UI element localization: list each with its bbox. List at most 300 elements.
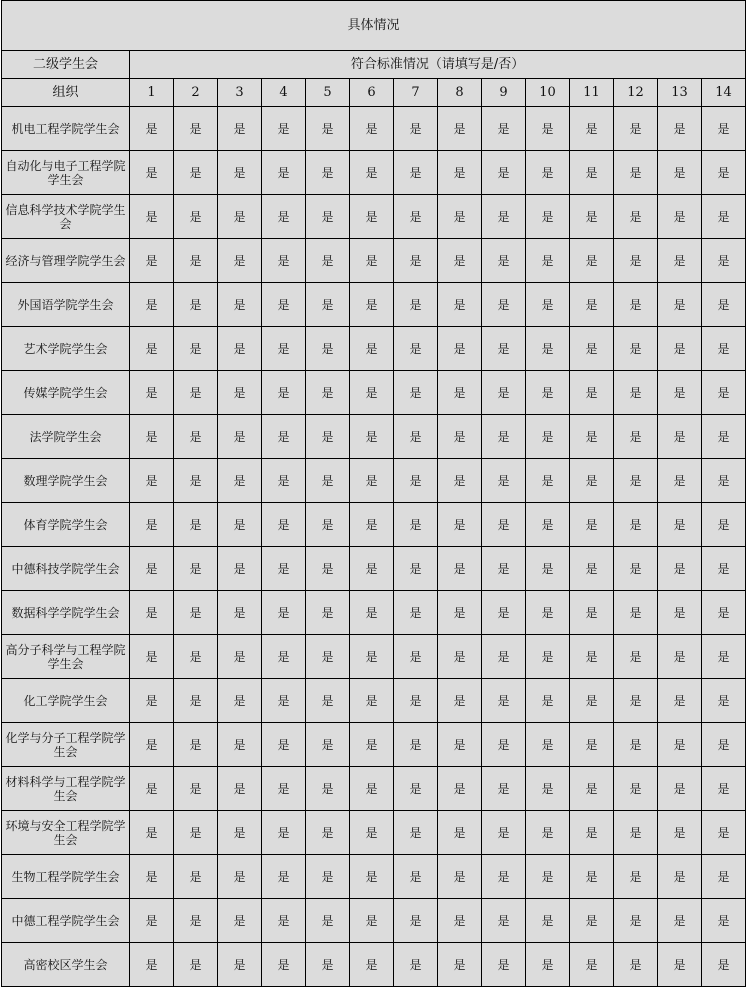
criteria-value-cell[interactable]: 是 [394,635,438,679]
criteria-value-cell[interactable]: 是 [130,239,174,283]
criteria-value-cell[interactable]: 是 [262,327,306,371]
criteria-value-cell[interactable]: 是 [306,371,350,415]
criteria-value-cell[interactable]: 是 [262,767,306,811]
criteria-value-cell[interactable]: 是 [438,283,482,327]
criteria-value-cell[interactable]: 是 [526,107,570,151]
criteria-value-cell[interactable]: 是 [262,151,306,195]
criteria-value-cell[interactable]: 是 [350,283,394,327]
criteria-value-cell[interactable]: 是 [350,899,394,943]
criteria-value-cell[interactable]: 是 [526,371,570,415]
criteria-value-cell[interactable]: 是 [614,723,658,767]
criteria-value-cell[interactable]: 是 [306,899,350,943]
criteria-value-cell[interactable]: 是 [702,239,746,283]
criteria-value-cell[interactable]: 是 [350,415,394,459]
table-row [2,767,746,811]
criteria-value-cell[interactable]: 是 [262,283,306,327]
criteria-value-cell[interactable]: 是 [570,679,614,723]
criteria-value-cell[interactable]: 是 [306,107,350,151]
criteria-value-cell[interactable]: 是 [218,151,262,195]
criteria-value-cell[interactable]: 是 [526,679,570,723]
criteria-value-cell[interactable]: 是 [570,547,614,591]
criteria-value-cell[interactable]: 是 [218,635,262,679]
criteria-value-cell[interactable]: 是 [350,943,394,987]
criteria-value-cell[interactable]: 是 [702,811,746,855]
criteria-number: 13 [658,79,702,107]
criteria-value-cell[interactable]: 是 [130,195,174,239]
criteria-value-cell[interactable]: 是 [438,811,482,855]
criteria-value-cell[interactable]: 是 [482,811,526,855]
criteria-value-cell[interactable]: 是 [702,855,746,899]
criteria-value-cell[interactable]: 是 [174,151,218,195]
criteria-value-cell[interactable]: 是 [218,283,262,327]
criteria-value-cell[interactable]: 是 [526,899,570,943]
criteria-value-cell[interactable]: 是 [174,723,218,767]
criteria-value-cell[interactable]: 是 [482,107,526,151]
criteria-value-cell[interactable]: 是 [702,107,746,151]
table-row [2,195,746,239]
criteria-value-cell[interactable]: 是 [394,503,438,547]
criteria-value-cell[interactable]: 是 [174,943,218,987]
criteria-value-cell[interactable]: 是 [658,855,702,899]
criteria-value-cell[interactable]: 是 [526,767,570,811]
criteria-value-cell[interactable]: 是 [658,283,702,327]
criteria-value-cell[interactable]: 是 [482,283,526,327]
criteria-value-cell[interactable]: 是 [394,283,438,327]
criteria-value-cell[interactable]: 是 [394,767,438,811]
criteria-value-cell[interactable]: 是 [306,723,350,767]
criteria-value-cell[interactable]: 是 [394,943,438,987]
criteria-value-cell[interactable]: 是 [570,855,614,899]
criteria-value-cell[interactable]: 是 [262,195,306,239]
criteria-value-cell[interactable]: 是 [570,723,614,767]
criteria-value-cell[interactable]: 是 [658,723,702,767]
criteria-value-cell[interactable]: 是 [570,371,614,415]
criteria-value-cell[interactable]: 是 [570,459,614,503]
criteria-value-cell[interactable]: 是 [262,107,306,151]
criteria-value-cell[interactable]: 是 [306,151,350,195]
criteria-value-cell[interactable]: 是 [130,635,174,679]
criteria-value-cell[interactable]: 是 [438,591,482,635]
criteria-value-cell[interactable]: 是 [174,679,218,723]
criteria-value-cell[interactable]: 是 [174,811,218,855]
criteria-value-cell[interactable]: 是 [218,503,262,547]
criteria-value-cell[interactable]: 是 [174,855,218,899]
criteria-value-cell[interactable]: 是 [570,283,614,327]
criteria-value-cell[interactable]: 是 [218,899,262,943]
criteria-value-cell[interactable]: 是 [394,899,438,943]
criteria-value-cell[interactable]: 是 [350,723,394,767]
criteria-value-cell[interactable]: 是 [130,415,174,459]
criteria-value-cell[interactable]: 是 [570,107,614,151]
criteria-value-cell[interactable]: 是 [306,855,350,899]
criteria-value-cell[interactable]: 是 [702,899,746,943]
criteria-value-cell[interactable]: 是 [262,371,306,415]
criteria-number: 1 [130,79,174,107]
criteria-value-cell[interactable]: 是 [174,195,218,239]
criteria-value-cell[interactable]: 是 [526,855,570,899]
criteria-value-cell[interactable]: 是 [350,855,394,899]
criteria-value-cell[interactable]: 是 [526,591,570,635]
criteria-value-cell[interactable]: 是 [702,723,746,767]
criteria-value-cell[interactable]: 是 [218,195,262,239]
criteria-value-cell[interactable]: 是 [526,151,570,195]
criteria-value-cell[interactable]: 是 [614,239,658,283]
criteria-value-cell[interactable]: 是 [394,371,438,415]
right-header: 符合标准情况（请填写是/否） [130,51,746,79]
criteria-value-cell[interactable]: 是 [438,503,482,547]
criteria-value-cell[interactable]: 是 [614,591,658,635]
criteria-value-cell[interactable]: 是 [262,591,306,635]
criteria-value-cell[interactable]: 是 [218,591,262,635]
criteria-value-cell[interactable]: 是 [306,943,350,987]
criteria-value-cell[interactable]: 是 [614,899,658,943]
criteria-value-cell[interactable]: 是 [570,767,614,811]
criteria-value-cell[interactable]: 是 [174,415,218,459]
criteria-number: 3 [218,79,262,107]
criteria-value-cell[interactable]: 是 [482,899,526,943]
criteria-value-cell[interactable]: 是 [570,591,614,635]
criteria-value-cell[interactable]: 是 [306,327,350,371]
criteria-value-cell[interactable]: 是 [658,899,702,943]
criteria-value-cell[interactable]: 是 [658,371,702,415]
criteria-value-cell[interactable]: 是 [482,591,526,635]
criteria-value-cell[interactable]: 是 [614,943,658,987]
criteria-value-cell[interactable]: 是 [570,943,614,987]
criteria-number: 5 [306,79,350,107]
criteria-value-cell[interactable]: 是 [702,547,746,591]
criteria-value-cell[interactable]: 是 [658,591,702,635]
criteria-number: 14 [702,79,746,107]
criteria-value-cell[interactable]: 是 [130,503,174,547]
criteria-number: 7 [394,79,438,107]
criteria-value-cell[interactable]: 是 [438,107,482,151]
criteria-value-cell[interactable]: 是 [438,415,482,459]
criteria-value-cell[interactable]: 是 [702,767,746,811]
criteria-value-cell[interactable]: 是 [394,723,438,767]
criteria-value-cell[interactable]: 是 [658,459,702,503]
criteria-value-cell[interactable]: 是 [702,679,746,723]
criteria-value-cell[interactable]: 是 [702,151,746,195]
criteria-value-cell[interactable]: 是 [174,635,218,679]
criteria-value-cell[interactable]: 是 [438,635,482,679]
criteria-value-cell[interactable]: 是 [130,151,174,195]
table-row [2,283,746,327]
criteria-value-cell[interactable]: 是 [218,327,262,371]
criteria-value-cell[interactable]: 是 [438,679,482,723]
criteria-value-cell[interactable]: 是 [262,811,306,855]
criteria-value-cell[interactable]: 是 [438,195,482,239]
criteria-value-cell[interactable]: 是 [394,855,438,899]
table-row [2,811,746,855]
criteria-value-cell[interactable]: 是 [438,151,482,195]
criteria-value-cell[interactable]: 是 [262,899,306,943]
criteria-value-cell[interactable]: 是 [658,679,702,723]
criteria-value-cell[interactable]: 是 [218,723,262,767]
criteria-value-cell[interactable]: 是 [526,723,570,767]
criteria-value-cell[interactable]: 是 [350,459,394,503]
criteria-value-cell[interactable]: 是 [350,195,394,239]
criteria-value-cell[interactable]: 是 [262,943,306,987]
criteria-value-cell[interactable]: 是 [130,547,174,591]
criteria-value-cell[interactable]: 是 [658,107,702,151]
criteria-value-cell[interactable]: 是 [350,591,394,635]
criteria-value-cell[interactable]: 是 [218,811,262,855]
criteria-value-cell[interactable]: 是 [218,855,262,899]
criteria-value-cell[interactable]: 是 [614,371,658,415]
table-row [2,415,746,459]
criteria-value-cell[interactable]: 是 [174,547,218,591]
criteria-value-cell[interactable]: 是 [262,503,306,547]
criteria-value-cell[interactable]: 是 [438,239,482,283]
criteria-value-cell[interactable]: 是 [306,195,350,239]
criteria-value-cell[interactable]: 是 [614,195,658,239]
criteria-value-cell[interactable]: 是 [614,679,658,723]
table-row [2,151,746,195]
criteria-value-cell[interactable]: 是 [394,151,438,195]
criteria-value-cell[interactable]: 是 [350,635,394,679]
criteria-value-cell[interactable]: 是 [614,459,658,503]
criteria-value-cell[interactable]: 是 [526,239,570,283]
criteria-value-cell[interactable]: 是 [262,679,306,723]
criteria-value-cell[interactable]: 是 [130,943,174,987]
criteria-value-cell[interactable]: 是 [130,855,174,899]
criteria-value-cell[interactable]: 是 [350,679,394,723]
criteria-value-cell[interactable]: 是 [306,811,350,855]
org-name-cell: 信息科学技术学院学生会 [2,195,130,239]
criteria-value-cell[interactable]: 是 [306,239,350,283]
criteria-value-cell[interactable]: 是 [130,591,174,635]
criteria-value-cell[interactable]: 是 [262,459,306,503]
criteria-value-cell[interactable]: 是 [570,899,614,943]
criteria-value-cell[interactable]: 是 [482,327,526,371]
criteria-value-cell[interactable]: 是 [482,943,526,987]
criteria-value-cell[interactable]: 是 [526,635,570,679]
criteria-value-cell[interactable]: 是 [394,239,438,283]
criteria-value-cell[interactable]: 是 [262,635,306,679]
criteria-value-cell[interactable]: 是 [702,195,746,239]
criteria-value-cell[interactable]: 是 [130,459,174,503]
criteria-value-cell[interactable]: 是 [174,503,218,547]
criteria-value-cell[interactable]: 是 [306,283,350,327]
criteria-value-cell[interactable]: 是 [658,239,702,283]
criteria-value-cell[interactable]: 是 [174,371,218,415]
criteria-value-cell[interactable]: 是 [482,679,526,723]
org-header: 组织 [2,79,130,107]
criteria-value-cell[interactable]: 是 [350,371,394,415]
criteria-value-cell[interactable]: 是 [614,151,658,195]
criteria-value-cell[interactable]: 是 [526,327,570,371]
criteria-value-cell[interactable]: 是 [394,415,438,459]
criteria-value-cell[interactable]: 是 [702,283,746,327]
criteria-value-cell[interactable]: 是 [614,635,658,679]
criteria-value-cell[interactable]: 是 [350,547,394,591]
criteria-value-cell[interactable]: 是 [526,503,570,547]
criteria-value-cell[interactable]: 是 [262,415,306,459]
criteria-value-cell[interactable]: 是 [482,151,526,195]
criteria-value-cell[interactable]: 是 [350,239,394,283]
criteria-value-cell[interactable]: 是 [658,635,702,679]
criteria-value-cell[interactable]: 是 [570,503,614,547]
criteria-value-cell[interactable]: 是 [702,327,746,371]
criteria-value-cell[interactable]: 是 [306,591,350,635]
criteria-value-cell[interactable]: 是 [526,283,570,327]
criteria-value-cell[interactable]: 是 [394,195,438,239]
criteria-value-cell[interactable]: 是 [526,415,570,459]
criteria-value-cell[interactable]: 是 [174,283,218,327]
criteria-value-cell[interactable]: 是 [570,151,614,195]
criteria-value-cell[interactable]: 是 [438,943,482,987]
criteria-value-cell[interactable]: 是 [702,459,746,503]
criteria-value-cell[interactable]: 是 [482,195,526,239]
criteria-value-cell[interactable]: 是 [394,811,438,855]
criteria-value-cell[interactable]: 是 [350,107,394,151]
criteria-value-cell[interactable]: 是 [614,503,658,547]
criteria-value-cell[interactable]: 是 [482,855,526,899]
org-name-cell: 法学院学生会 [2,415,130,459]
criteria-value-cell[interactable]: 是 [482,547,526,591]
criteria-value-cell[interactable]: 是 [218,239,262,283]
criteria-value-cell[interactable]: 是 [614,767,658,811]
criteria-value-cell[interactable]: 是 [350,151,394,195]
criteria-value-cell[interactable]: 是 [702,371,746,415]
criteria-value-cell[interactable]: 是 [394,107,438,151]
criteria-value-cell[interactable]: 是 [614,811,658,855]
criteria-value-cell[interactable]: 是 [262,239,306,283]
criteria-value-cell[interactable]: 是 [570,415,614,459]
criteria-value-cell[interactable]: 是 [306,503,350,547]
criteria-value-cell[interactable]: 是 [570,239,614,283]
criteria-value-cell[interactable]: 是 [702,591,746,635]
criteria-value-cell[interactable]: 是 [658,547,702,591]
criteria-value-cell[interactable]: 是 [130,327,174,371]
criteria-value-cell[interactable]: 是 [218,459,262,503]
criteria-value-cell[interactable]: 是 [526,459,570,503]
criteria-value-cell[interactable]: 是 [394,459,438,503]
criteria-value-cell[interactable]: 是 [306,767,350,811]
criteria-value-cell[interactable]: 是 [306,459,350,503]
criteria-value-cell[interactable]: 是 [262,855,306,899]
criteria-value-cell[interactable]: 是 [570,811,614,855]
criteria-value-cell[interactable]: 是 [614,283,658,327]
criteria-value-cell[interactable]: 是 [130,767,174,811]
criteria-value-cell[interactable]: 是 [130,811,174,855]
criteria-value-cell[interactable]: 是 [614,547,658,591]
criteria-value-cell[interactable]: 是 [526,811,570,855]
criteria-value-cell[interactable]: 是 [350,503,394,547]
criteria-value-cell[interactable]: 是 [130,107,174,151]
criteria-value-cell[interactable]: 是 [526,195,570,239]
criteria-value-cell[interactable]: 是 [174,459,218,503]
org-name-cell: 化学与分子工程学院学生会 [2,723,130,767]
criteria-value-cell[interactable]: 是 [482,371,526,415]
criteria-value-cell[interactable]: 是 [702,415,746,459]
criteria-value-cell[interactable]: 是 [614,327,658,371]
criteria-value-cell[interactable]: 是 [218,107,262,151]
criteria-value-cell[interactable]: 是 [438,767,482,811]
criteria-value-cell[interactable]: 是 [658,943,702,987]
criteria-value-cell[interactable]: 是 [482,415,526,459]
criteria-value-cell[interactable]: 是 [438,547,482,591]
criteria-value-cell[interactable]: 是 [658,503,702,547]
criteria-value-cell[interactable]: 是 [702,943,746,987]
criteria-value-cell[interactable]: 是 [174,767,218,811]
criteria-value-cell[interactable]: 是 [658,767,702,811]
criteria-value-cell[interactable]: 是 [306,679,350,723]
criteria-value-cell[interactable]: 是 [174,327,218,371]
criteria-value-cell[interactable]: 是 [438,371,482,415]
criteria-value-cell[interactable]: 是 [130,723,174,767]
criteria-value-cell[interactable]: 是 [482,459,526,503]
criteria-value-cell[interactable]: 是 [570,635,614,679]
criteria-value-cell[interactable]: 是 [438,327,482,371]
criteria-value-cell[interactable]: 是 [702,635,746,679]
criteria-value-cell[interactable]: 是 [482,239,526,283]
criteria-value-cell[interactable]: 是 [306,415,350,459]
criteria-value-cell[interactable]: 是 [614,855,658,899]
criteria-value-cell[interactable]: 是 [174,591,218,635]
criteria-value-cell[interactable]: 是 [218,679,262,723]
criteria-value-cell[interactable]: 是 [658,415,702,459]
criteria-value-cell[interactable]: 是 [394,327,438,371]
criteria-table [1,0,746,987]
criteria-value-cell[interactable]: 是 [218,943,262,987]
criteria-value-cell[interactable]: 是 [438,723,482,767]
criteria-value-cell[interactable]: 是 [570,327,614,371]
criteria-value-cell[interactable]: 是 [218,767,262,811]
criteria-value-cell[interactable]: 是 [218,371,262,415]
criteria-value-cell[interactable]: 是 [262,723,306,767]
criteria-value-cell[interactable]: 是 [394,547,438,591]
criteria-value-cell[interactable]: 是 [438,855,482,899]
criteria-value-cell[interactable]: 是 [614,107,658,151]
criteria-value-cell[interactable]: 是 [526,547,570,591]
org-name-cell: 艺术学院学生会 [2,327,130,371]
criteria-value-cell[interactable]: 是 [174,239,218,283]
criteria-value-cell[interactable]: 是 [482,723,526,767]
criteria-value-cell[interactable]: 是 [482,635,526,679]
criteria-value-cell[interactable]: 是 [438,459,482,503]
criteria-value-cell[interactable]: 是 [438,899,482,943]
criteria-value-cell[interactable]: 是 [658,811,702,855]
criteria-value-cell[interactable]: 是 [130,679,174,723]
criteria-value-cell[interactable]: 是 [658,195,702,239]
criteria-value-cell[interactable]: 是 [350,767,394,811]
criteria-value-cell[interactable]: 是 [174,899,218,943]
criteria-value-cell[interactable]: 是 [350,811,394,855]
criteria-value-cell[interactable]: 是 [482,767,526,811]
criteria-value-cell[interactable]: 是 [658,327,702,371]
criteria-value-cell[interactable]: 是 [306,547,350,591]
criteria-value-cell[interactable]: 是 [350,327,394,371]
criteria-value-cell[interactable]: 是 [262,547,306,591]
criteria-value-cell[interactable]: 是 [218,415,262,459]
criteria-value-cell[interactable]: 是 [614,415,658,459]
criteria-value-cell[interactable]: 是 [702,503,746,547]
criteria-value-cell[interactable]: 是 [218,547,262,591]
criteria-value-cell[interactable]: 是 [658,151,702,195]
criteria-value-cell[interactable]: 是 [306,635,350,679]
criteria-value-cell[interactable]: 是 [394,591,438,635]
criteria-value-cell[interactable]: 是 [130,283,174,327]
criteria-value-cell[interactable]: 是 [526,943,570,987]
criteria-value-cell[interactable]: 是 [130,371,174,415]
criteria-value-cell[interactable]: 是 [130,899,174,943]
criteria-value-cell[interactable]: 是 [174,107,218,151]
criteria-value-cell[interactable]: 是 [570,195,614,239]
criteria-value-cell[interactable]: 是 [482,503,526,547]
table-title: 具体情况 [2,1,746,51]
criteria-value-cell[interactable]: 是 [394,679,438,723]
